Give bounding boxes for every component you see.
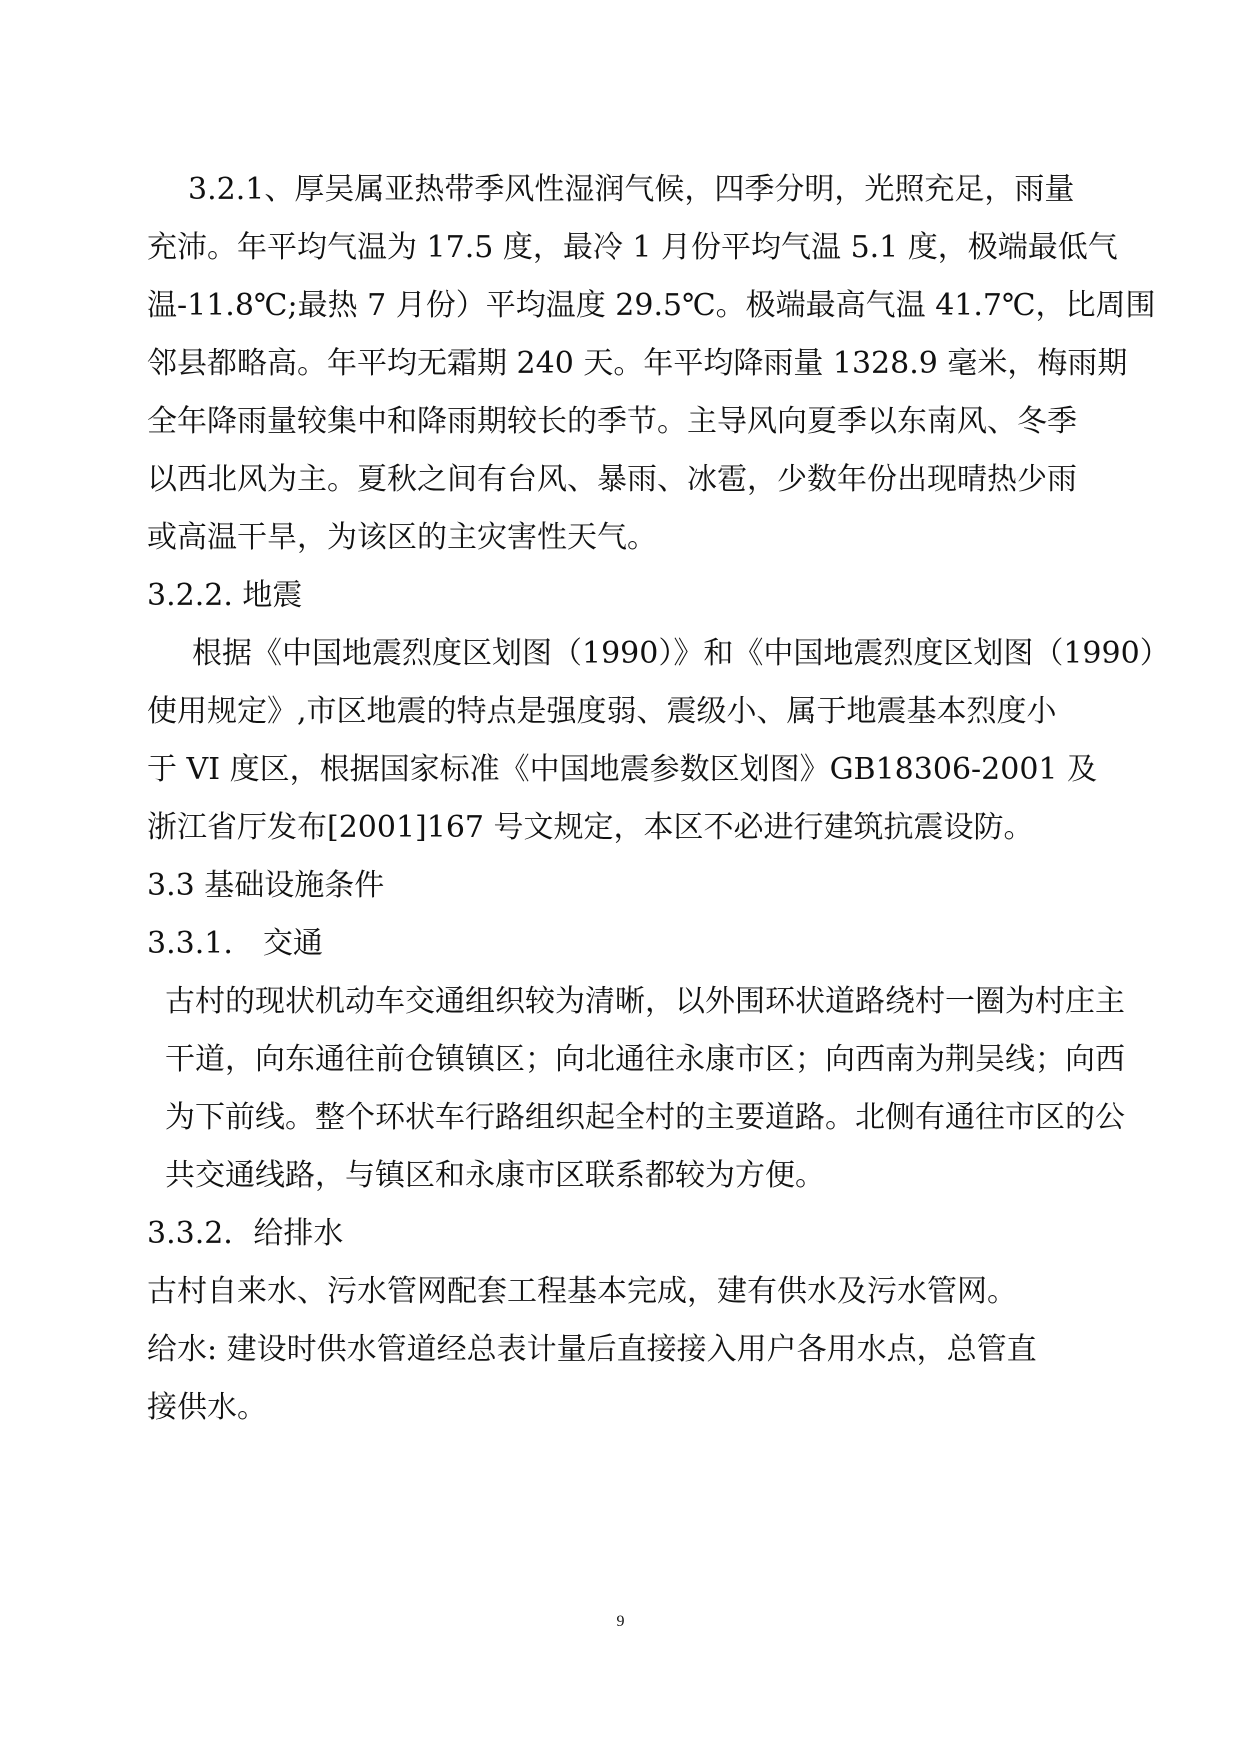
paragraph-climate-line-7: 或高温干旱，为该区的主灾害性天气。 xyxy=(147,520,657,555)
paragraph-water-line-1: 古村自来水、污水管网配套工程基本完成，建有供水及污水管网。 xyxy=(147,1274,1017,1309)
section-heading-infrastructure: 3.3 基础设施条件 xyxy=(147,868,385,903)
page-number: 9 xyxy=(616,1613,625,1630)
paragraph-climate-line-5: 全年降雨量较集中和降雨期较长的季节。主导风向夏季以东南风、冬季 xyxy=(147,404,1077,439)
section-heading-water: 3.3.2．给排水 xyxy=(147,1216,344,1251)
paragraph-earthquake-line-4: 浙江省厅发布[2001]167 号文规定，本区不必进行建筑抗震设防。 xyxy=(147,810,1034,845)
paragraph-earthquake-line-2: 使用规定》,市区地震的特点是强度弱、震级小、属于地震基本烈度小 xyxy=(147,694,1057,729)
paragraph-water-line-3: 接供水。 xyxy=(147,1390,267,1425)
paragraph-climate-line-6: 以西北风为主。夏秋之间有台风、暴雨、冰雹，少数年份出现晴热少雨 xyxy=(147,462,1077,497)
section-heading-transport: 3.3.1. 交通 xyxy=(147,926,323,961)
paragraph-transport-line-4: 共交通线路，与镇区和永康市区联系都较为方便。 xyxy=(165,1158,825,1193)
paragraph-climate-line-2: 充沛。年平均气温为 17.5 度，最冷 1 月份平均气温 5.1 度，极端最低气 xyxy=(147,230,1118,265)
paragraph-earthquake-line-1: 根据《中国地震烈度区划图（1990）》和《中国地震烈度区划图（1990） xyxy=(192,636,1170,671)
section-heading-earthquake: 3.2.2. 地震 xyxy=(147,578,303,613)
paragraph-transport-line-2: 干道，向东通往前仓镇镇区；向北通往永康市区；向西南为荆吴线；向西 xyxy=(165,1042,1125,1077)
paragraph-transport-line-3: 为下前线。整个环状车行路组织起全村的主要道路。北侧有通往市区的公 xyxy=(165,1100,1125,1135)
paragraph-transport-line-1: 古村的现状机动车交通组织较为清晰，以外围环状道路绕村一圈为村庄主 xyxy=(165,984,1125,1019)
paragraph-climate-line-4: 邻县都略高。年平均无霜期 240 天。年平均降雨量 1328.9 毫米，梅雨期 xyxy=(147,346,1128,381)
paragraph-climate-line-1: 3.2.1、厚吴属亚热带季风性湿润气候，四季分明，光照充足，雨量 xyxy=(188,172,1075,207)
paragraph-earthquake-line-3: 于 VI 度区，根据国家标准《中国地震参数区划图》GB18306-2001 及 xyxy=(147,752,1098,787)
paragraph-climate-line-3: 温-11.8℃;最热 7 月份）平均温度 29.5℃。极端最高气温 41.7℃，比周围 xyxy=(147,288,1156,323)
paragraph-water-line-2: 给水: 建设时供水管道经总表计量后直接接入用户各用水点，总管直 xyxy=(147,1332,1037,1367)
